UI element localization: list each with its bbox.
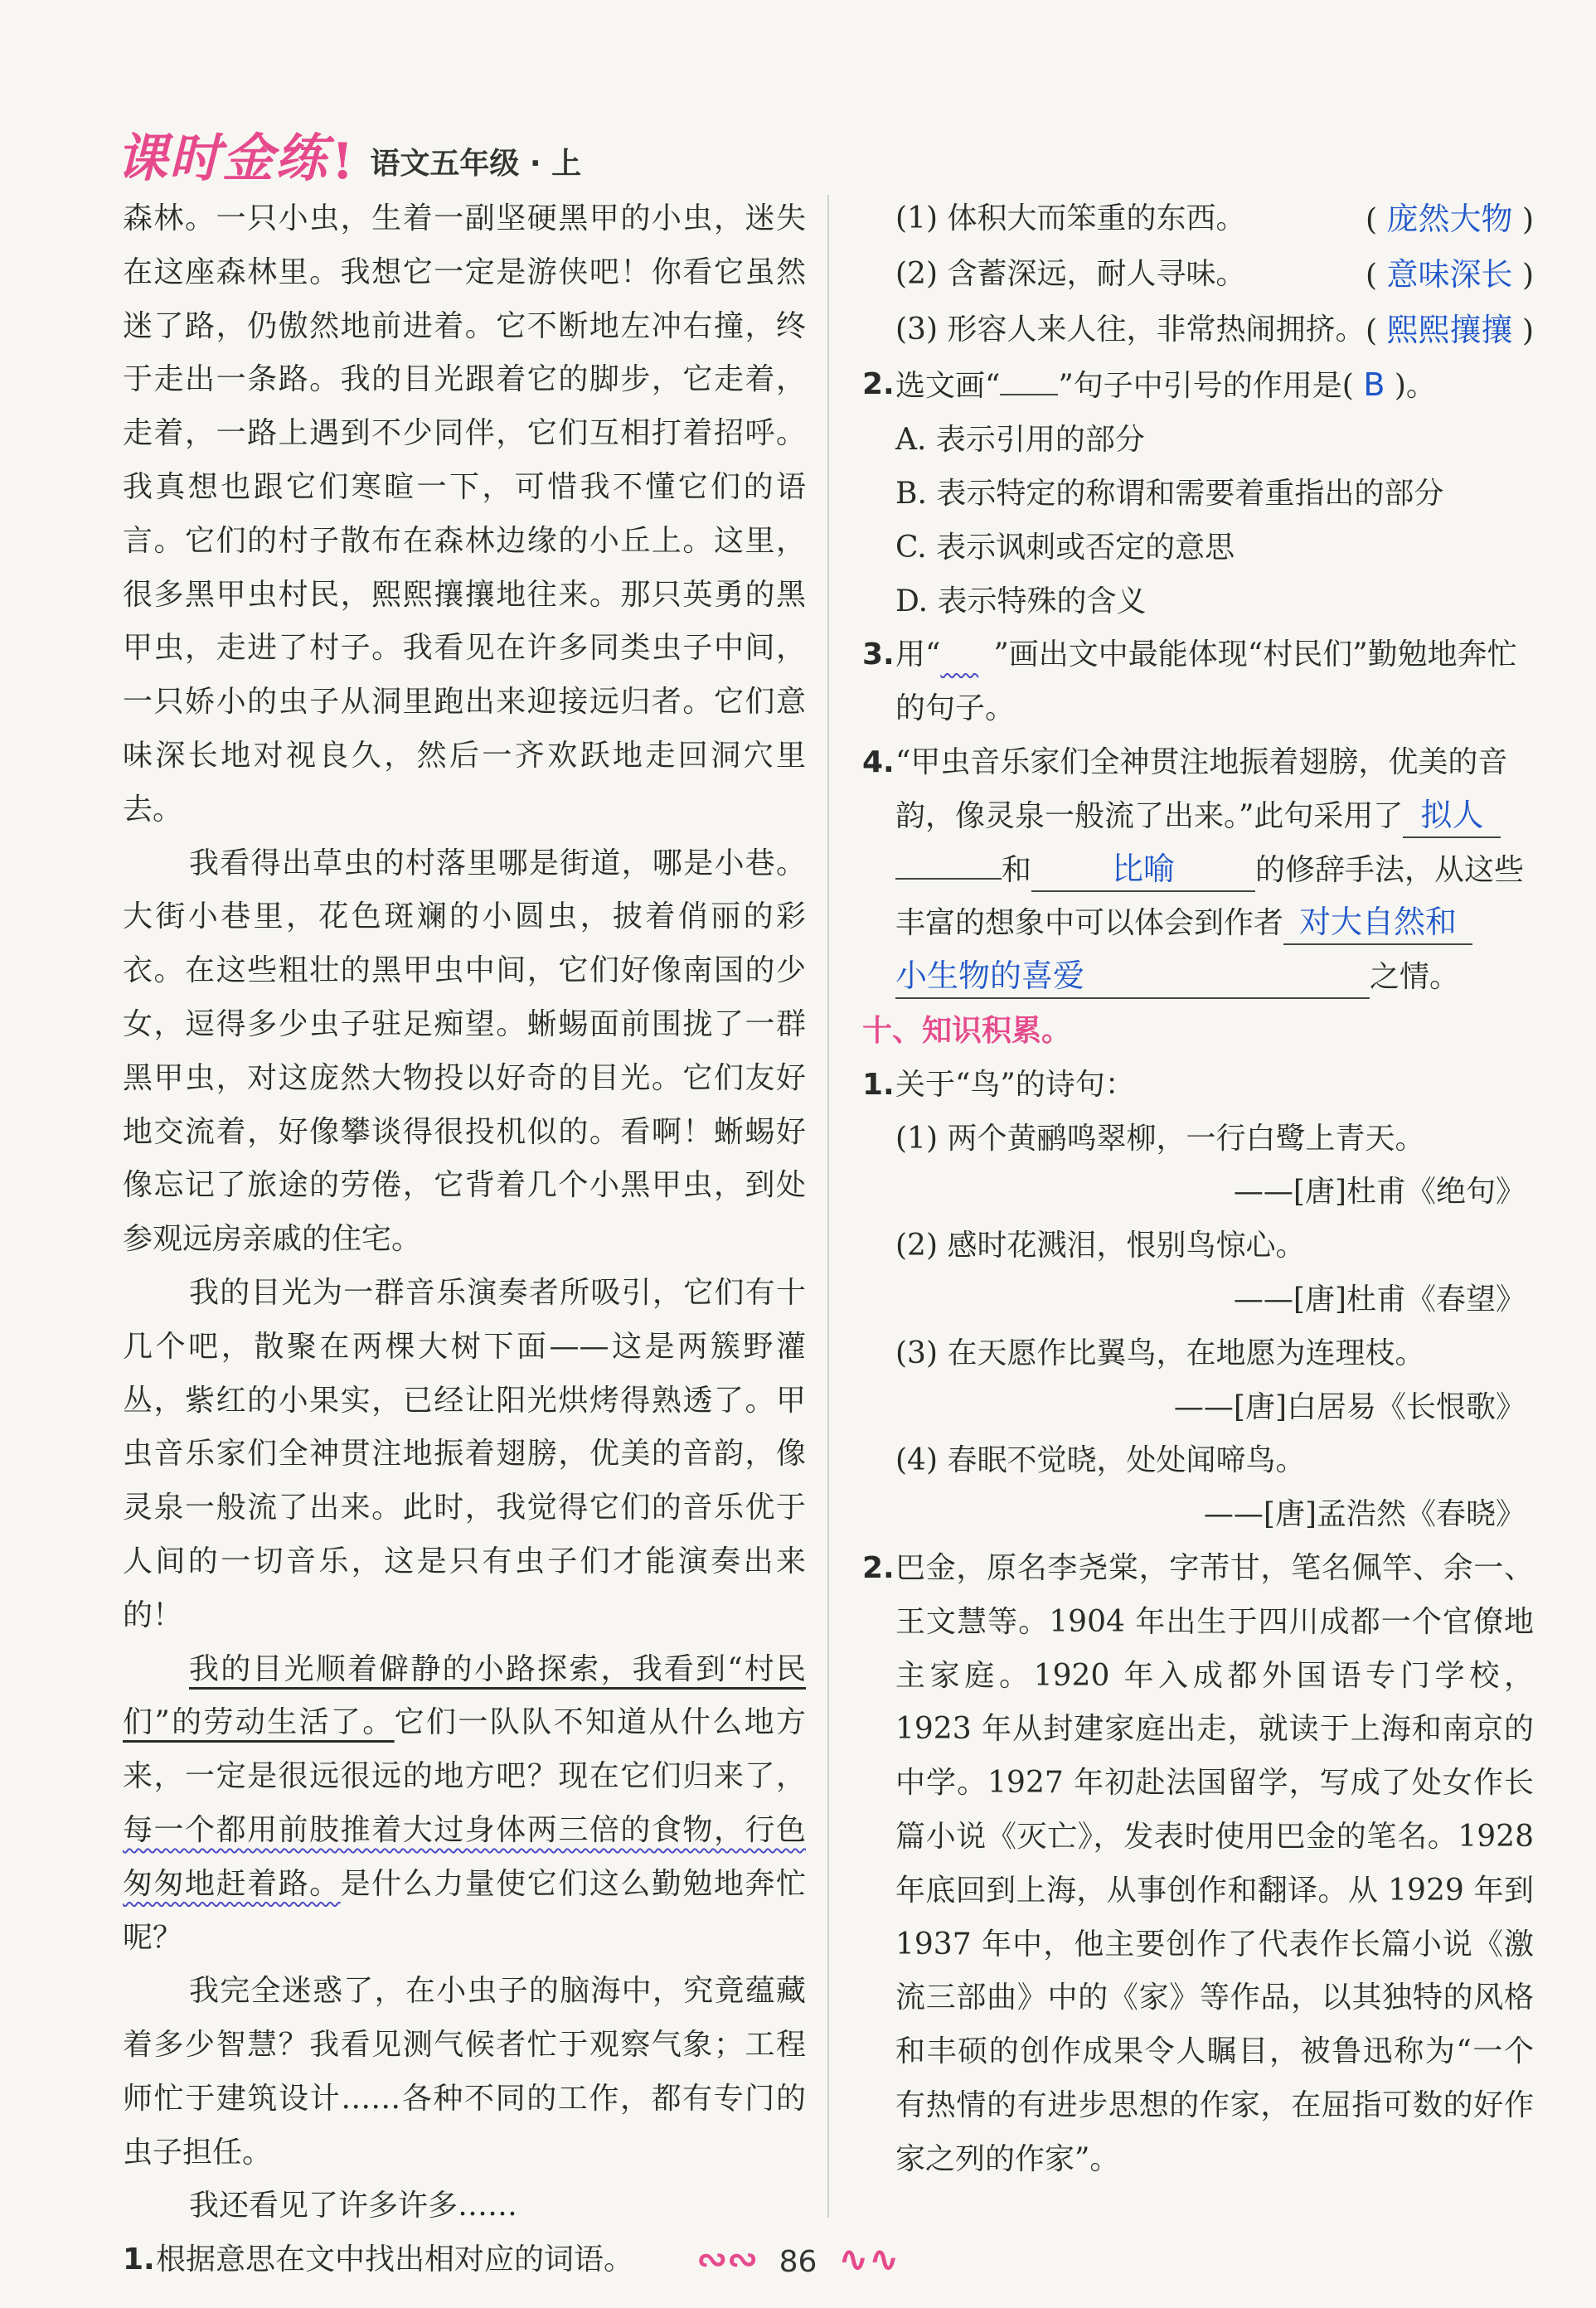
section-title: 十、知识积累。 (862, 1013, 1072, 1048)
poem-line: (3) 在天愿作比翼鸟，在地愿为连理枝。 (895, 1336, 1425, 1370)
q1-item-text: (2) 含蓄深远，耐人寻味。 (895, 256, 1246, 291)
brand-logo: 课时金练 (116, 128, 329, 188)
q4-answer-2[interactable]: 比喻 (1112, 850, 1176, 887)
question-text: 和 (1002, 852, 1032, 887)
question-number: 2. (862, 1550, 895, 1585)
question-number: 4. (862, 744, 895, 779)
question-text: 选文画“ (895, 369, 1001, 404)
question-number: 1. (862, 1067, 895, 1102)
bio-text: 巴金，原名李尧棠，字芾甘，笔名佩竿、余一、王文慧等。1904 年出生于四川成都一个官僚地主家庭。1920 年入成都外国语专门学校，1923 年从封建家庭出走，就读于上海和南京的中学。1927 年初赴法国留学，写成了处女作长篇小说《灭亡》，发表时使用巴金的笔名。1928 年底回到上海，从事创作和翻译。从 1929 年到 1937 年中，他主要创作了代表作长篇小说《激流三部曲》中的《家》等作品，以其独特的风格和丰硕的创作成果令人瞩目，被鲁迅称为“一个有热情的有进步思想的作家，在屈指可数的好作家之列的作家”。 (895, 1550, 1534, 2176)
passage-text: 它们一队队不知道从什么地方来，一定是很远很远的地方吧？现在它们归来了， (123, 1705, 806, 1794)
question-text: “甲虫音乐家们全神贯注地振着翅膀，优美的音韵，像灵泉一般流了出来。”此句采用了 (895, 744, 1508, 833)
question-number: 2. (862, 367, 895, 402)
question-text: 之情。 (1370, 960, 1460, 995)
underlined-sentence: 我的目光顺着僻静的小路探索，我看到“村民们”的劳动生活了。 (123, 1651, 806, 1740)
question-3 (862, 628, 1534, 736)
page-footer (0, 2238, 1596, 2281)
question-4 (862, 736, 1534, 1005)
poem-source: ——[唐]孟浩然《春晓》 (1203, 1497, 1526, 1532)
page-number: 86 (779, 2245, 817, 2279)
poem-line: (4) 春眠不觉晓，处处闻啼鸟。 (895, 1443, 1306, 1478)
option-b: B. 表示特定的称谓和需要着重指出的部分 (895, 476, 1444, 511)
q4-answer-3a[interactable]: 对大自然和 (1299, 904, 1458, 941)
q1-item (862, 303, 1534, 359)
q1-item-text: (1) 体积大而笨重的东西。 (895, 201, 1246, 235)
ornament-left-icon: ∾∾ (696, 2238, 759, 2281)
question-number: 1. (123, 2243, 155, 2277)
q1-item (862, 192, 1534, 248)
q1-answer[interactable]: 熙熙攘攘 (1386, 311, 1513, 348)
poem-source: ——[唐]白居易《长恨歌》 (1173, 1389, 1526, 1424)
subject-label: 语文五年级 · 上 (370, 147, 582, 181)
header (116, 116, 581, 191)
q4-answer-1[interactable]: 拟人 (1420, 796, 1484, 833)
question-text: ”句子中引号的作用是( (1058, 369, 1354, 404)
question-text: ”画出文中最能体现“村民们”勤勉地奔忙的句子。 (895, 638, 1517, 726)
answer-blank (895, 878, 1002, 880)
wavy-line-sample (940, 628, 993, 682)
question-text: )。 (1394, 369, 1436, 404)
q1-item (862, 248, 1534, 303)
passage-paragraph-3: 我的目光为一群音乐演奏者所吸引，它们有十几个吧，散聚在两棵大树下面——这是两簇野灌丛，紫红的小果实，已经让阳光烘烤得熟透了。甲虫音乐家们全神贯注地振着翅膀，优美的音韵，像灵泉一般流了出来。此时，我觉得它们的音乐优于人间的一切音乐，这是只有虫子们才能演奏出来的！ (123, 1275, 806, 1632)
question-text: 关于“鸟”的诗句： (895, 1067, 1135, 1102)
poem-source: ——[唐]杜甫《春望》 (1233, 1282, 1526, 1316)
q1-answer-box: ( 意味深长 ) (1365, 255, 1534, 293)
passage-paragraph-2: 我看得出草虫的村落里哪是街道，哪是小巷。大街小巷里，花色斑斓的小圆虫，披着俏丽的彩衣。在这些粗壮的黑甲虫中间，它们好像南国的少女，逗得多少虫子驻足痴望。蜥蜴面前围拢了一群黑甲虫，对这庞然大物投以好奇的目光。它们友好地交流着，好像攀谈得很投机似的。看啊！蜥蜴好像忘记了旅途的劳倦，它背着几个小黑甲虫，到处参观远房亲戚的住宅。 (123, 846, 806, 1257)
q1-answer[interactable]: 意味深长 (1386, 255, 1513, 293)
q1-answer-box: ( 庞然大物 ) (1365, 201, 1534, 237)
q4-answer-3b[interactable]: 小生物的喜爱 (895, 958, 1085, 995)
q1-answer[interactable]: 庞然大物 (1386, 201, 1513, 237)
question-text: 的修辞手法，从这些丰富的想象中可以体会到作者 (895, 852, 1525, 941)
poem-line: (2) 感时花溅泪，恨别鸟惊心。 (895, 1229, 1306, 1263)
questions-column (862, 192, 1534, 2186)
q1-item-text: (3) 形容人来人往，非常热闹拥挤。 (895, 312, 1366, 347)
question-text: 根据意思在文中找出相对应的词语。 (156, 2243, 634, 2277)
column-divider (827, 195, 829, 2218)
question-text: 用“ (895, 638, 941, 672)
passage-paragraph-6: 我还看见了许多许多…… (189, 2189, 518, 2223)
passage-text: 是什么力量使它们这么勤勉地奔忙呢？ (123, 1866, 806, 1955)
knowledge-item-1 (862, 1059, 1534, 1113)
reading-passage (123, 192, 806, 2287)
wavy-underlined-sentence: 每一个都用前肢推着大过身体两三倍的食物，行色匆匆地赶着路。 (123, 1812, 806, 1901)
q1-answer-box: ( 熙熙攘攘 ) (1365, 311, 1534, 348)
passage-paragraph-5: 我完全迷惑了，在小虫子的脑海中，究竟蕴藏着多少智慧？我看见测气候者忙于观察气象；工程师忙于建筑设计……各种不同的工作，都有专门的虫子担任。 (123, 1974, 806, 2170)
passage-paragraph-4 (123, 1643, 806, 1966)
option-c: C. 表示讽刺或否定的意思 (895, 530, 1235, 565)
option-d: D. 表示特殊的含义 (895, 584, 1147, 618)
poem-line: (1) 两个黄鹂鸣翠柳，一行白鹭上青天。 (895, 1121, 1425, 1156)
option-a: A. 表示引用的部分 (895, 423, 1145, 458)
brand-mark: ! (332, 133, 354, 191)
question-number: 3. (862, 638, 895, 672)
poem-source: ——[唐]杜甫《绝句》 (1233, 1175, 1526, 1210)
question-2 (862, 358, 1534, 414)
passage-paragraph-1: 森林。一只小虫，生着一副坚硬黑甲的小虫，迷失在这座森林里。我想它一定是游侠吧！你看它虽然迷了路，仍傲然地前进着。它不断地左冲右撞，终于走出一条路。我的目光跟着它的脚步，它走着，走着，一路上遇到不少同伴，它们互相打着招呼。我真想也跟它们寒暄一下，可惜我不懂它们的语言。它们的村子散布在森林边缘的小丘上。这里，很多黑甲虫村民，熙熙攘攘地往来。那只英勇的黑甲虫，走进了村子。我看见在许多同类虫子中间，一只娇小的虫子从洞里跑出来迎接远归者。它们意味深长地对视良久，然后一齐欢跃地走回洞穴里去。 (123, 201, 806, 827)
knowledge-item-2 (862, 1542, 1534, 2187)
ornament-right-icon: ∿∿ (837, 2238, 900, 2281)
q2-answer[interactable]: B (1363, 366, 1385, 404)
underline-sample (1000, 394, 1058, 395)
